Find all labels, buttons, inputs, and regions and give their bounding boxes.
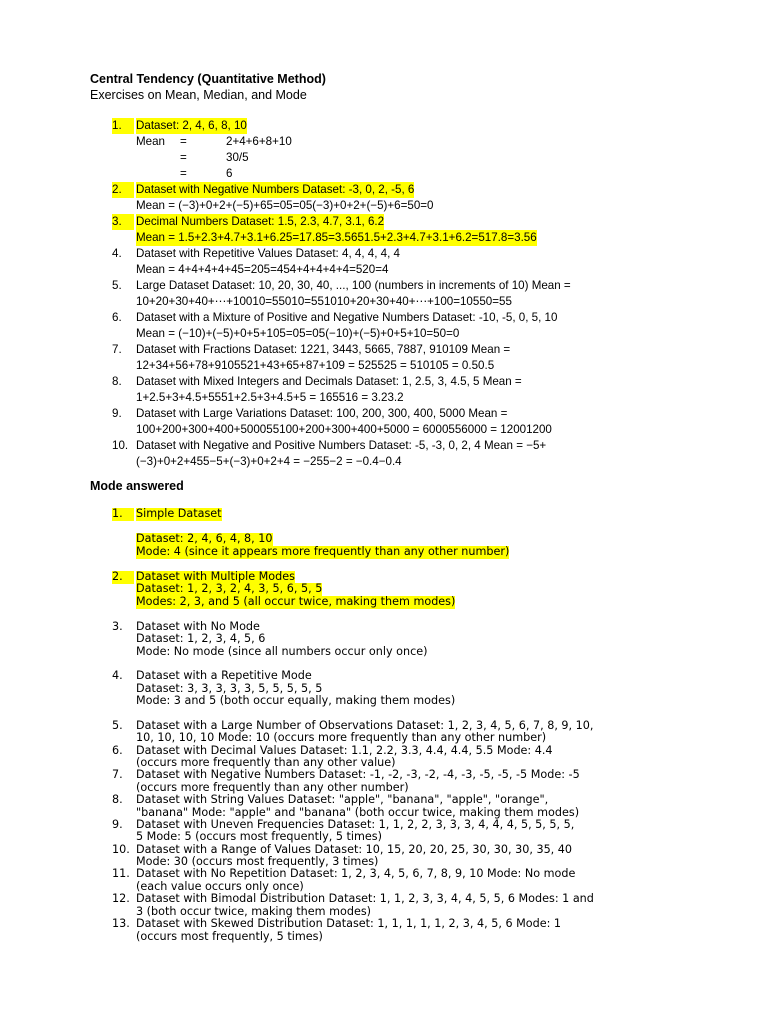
list-number: 8.: [112, 375, 122, 388]
mode-item-line: Dataset with Multiple Modes: [136, 570, 295, 583]
list-number: 13.: [112, 917, 130, 930]
mode-item-line: Dataset with String Values Dataset: "apple", "banana", "apple", "orange",: [136, 793, 549, 806]
mode-item-line: Mode: No mode (since all numbers occur only once): [136, 645, 428, 658]
mode-item-line: Dataset with Negative Numbers Dataset: -1, -2, -3, -2, -4, -3, -5, -5, -5 Mode: -5: [136, 768, 580, 781]
mean-item-label: Dataset: 2, 4, 6, 8, 10: [136, 119, 247, 132]
list-number: 12.: [112, 892, 130, 905]
list-number: 5.: [112, 279, 122, 292]
mode-item-line: Dataset with No Mode: [136, 620, 260, 633]
mean-formula-text: 1+2.5+3+4.5+5551+2.5+3+4.5+5 = 165516 = 3.23.2: [136, 391, 404, 404]
mean-formula-text: 12+34+56+78+9105521+43+65+87+109 = 525525 = 510105 = 0.50.5: [136, 359, 495, 372]
list-number: 2.: [112, 571, 134, 584]
list-number: 2.: [112, 182, 134, 198]
mode-item-line: Mode: 4 (since it appears more frequently than any other number): [136, 545, 510, 558]
mean-formula-text: Mean = 4+4+4+4+45=205=454+4+4+4+4=520=4: [136, 263, 389, 276]
list-number: 4.: [112, 669, 123, 682]
list-number: 9.: [112, 407, 122, 420]
document-title: Central Tendency (Quantitative Method): [90, 72, 326, 86]
mean-item-label: Dataset with Fractions Dataset: 1221, 3443, 5665, 7887, 910109 Mean =: [136, 343, 511, 356]
mode-item-line: Dataset with Decimal Values Dataset: 1.1, 2.2, 3.3, 4.4, 4.4, 5.5 Mode: 4.4: [136, 744, 553, 757]
mean-step-op: =: [180, 135, 187, 148]
mode-item-line: "banana" Mode: "apple" and "banana" (both occur twice, making them modes): [136, 806, 580, 819]
mode-item-line: Dataset with Bimodal Distribution Dataset: 1, 1, 2, 3, 3, 4, 4, 5, 5, 6 Modes: 1 and: [136, 892, 594, 905]
mean-formula-text: Mean = 1.5+2.3+4.7+3.1+6.25=17.85=3.5651.5+2.3+4.7+3.1+6.2=517.8=3.56: [136, 231, 537, 244]
mode-item-line: Simple Dataset: [136, 507, 222, 520]
mode-item-line: Modes: 2, 3, and 5 (all occur twice, making them modes): [136, 595, 456, 608]
mean-item-label: Large Dataset Dataset: 10, 20, 30, 40, ..., 100 (numbers in increments of 10) Mean =: [136, 279, 571, 292]
mode-item-line: (occurs most frequently, 5 times): [136, 930, 323, 943]
list-number: 7.: [112, 343, 122, 356]
mode-item-line: (each value occurs only once): [136, 880, 304, 893]
list-number: 11.: [112, 867, 130, 880]
mode-item-line: 5 Mode: 5 (occurs most frequently, 5 times): [136, 830, 382, 843]
mean-item-label: Dataset with Large Variations Dataset: 100, 200, 300, 400, 5000 Mean =: [136, 407, 508, 420]
mean-item-label: Dataset with Repetitive Values Dataset: 4, 4, 4, 4, 4: [136, 247, 401, 260]
mode-item-line: Dataset with No Repetition Dataset: 1, 2, 3, 4, 5, 6, 7, 8, 9, 10 Mode: No mode: [136, 867, 576, 880]
list-number: 9.: [112, 818, 123, 831]
mode-item-line: Dataset: 1, 2, 3, 4, 5, 6: [136, 632, 266, 645]
list-number: 10.: [112, 843, 130, 856]
mode-item-line: Dataset with a Repetitive Mode: [136, 669, 312, 682]
mean-item-label: Decimal Numbers Dataset: 1.5, 2.3, 4.7, 3.1, 6.2: [136, 215, 385, 228]
list-number: 8.: [112, 793, 123, 806]
mode-item-line: 3 (both occur twice, making them modes): [136, 905, 372, 918]
mode-item-line: Dataset: 2, 4, 6, 4, 8, 10: [136, 532, 273, 545]
mode-item-line: Dataset: 3, 3, 3, 3, 3, 5, 5, 5, 5, 5: [136, 682, 323, 695]
mode-item-line: Dataset with a Large Number of Observations Dataset: 1, 2, 3, 4, 5, 6, 7, 8, 9, 10,: [136, 719, 594, 732]
mean-item-label: Dataset with Negative Numbers Dataset: -3, 0, 2, -5, 6: [136, 183, 415, 196]
list-number: 7.: [112, 768, 123, 781]
list-number: 3.: [112, 620, 123, 633]
mode-item-line: Mode: 3 and 5 (both occur equally, making them modes): [136, 694, 456, 707]
mean-step-right: 30/5: [226, 151, 249, 164]
mode-item-line: Dataset with Skewed Distribution Dataset: 1, 1, 1, 1, 1, 2, 3, 4, 5, 6 Mode: 1: [136, 917, 562, 930]
mode-item-line: 10, 10, 10, 10 Mode: 10 (occurs more frequently than any other number): [136, 731, 547, 744]
mode-item-line: Dataset: 1, 2, 3, 2, 4, 3, 5, 6, 5, 5: [136, 582, 323, 595]
list-number: 6.: [112, 311, 122, 324]
mean-step-op: =: [180, 151, 187, 164]
mean-item-label: Dataset with Mixed Integers and Decimals Dataset: 1, 2.5, 3, 4.5, 5 Mean =: [136, 375, 522, 388]
mode-item-line: Mode: 30 (occurs most frequently, 3 times): [136, 855, 379, 868]
mode-item-line: Dataset with a Range of Values Dataset: 10, 15, 20, 20, 25, 30, 30, 30, 35, 40: [136, 843, 573, 856]
mean-item-label: Dataset with a Mixture of Positive and Negative Numbers Dataset: -10, -5, 0, 5, 10: [136, 311, 558, 324]
mean-step-op: =: [180, 167, 187, 180]
mean-step-left: Mean: [136, 135, 166, 148]
list-number: 6.: [112, 744, 123, 757]
mean-formula-text: 10+20+30+40+⋯+10010=55010=551010+20+30+40+⋯+100=10550=55: [136, 295, 512, 308]
mean-step-right: 6: [226, 167, 233, 180]
mode-item-line: (occurs more frequently than any other number): [136, 781, 409, 794]
mean-formula-text: Mean = (−3)+0+2+(−5)+65=05=05(−3)+0+2+(−5)+6=50=0: [136, 199, 434, 212]
mode-section-title: Mode answered: [90, 479, 184, 493]
mean-formula-text: Mean = (−10)+(−5)+0+5+105=05=05(−10)+(−5)+0+5+10=50=0: [136, 327, 460, 340]
list-number: 1.: [112, 508, 134, 521]
mode-item-line: Dataset with Uneven Frequencies Dataset: 1, 1, 2, 2, 3, 3, 3, 4, 4, 4, 5, 5, 5, 5,: [136, 818, 575, 831]
list-number: 10.: [112, 439, 129, 452]
mean-step-right: 2+4+6+8+10: [226, 135, 292, 148]
list-number: 3.: [112, 214, 134, 230]
list-number: 4.: [112, 247, 122, 260]
list-number: 1.: [112, 118, 134, 134]
mean-item-label: Dataset with Negative and Positive Numbers Dataset: -5, -3, 0, 2, 4 Mean = −5+: [136, 439, 547, 452]
mode-item-line: (occurs more frequently than any other value): [136, 756, 396, 769]
mean-formula-text: (−3)+0+2+455−5+(−3)+0+2+4 = −255−2 = −0.4−0.4: [136, 455, 402, 468]
mean-formula-text: 100+200+300+400+500055100+200+300+400+5000 = 6000556000 = 12001200: [136, 423, 552, 436]
list-number: 5.: [112, 719, 123, 732]
document-subtitle: Exercises on Mean, Median, and Mode: [90, 88, 307, 102]
